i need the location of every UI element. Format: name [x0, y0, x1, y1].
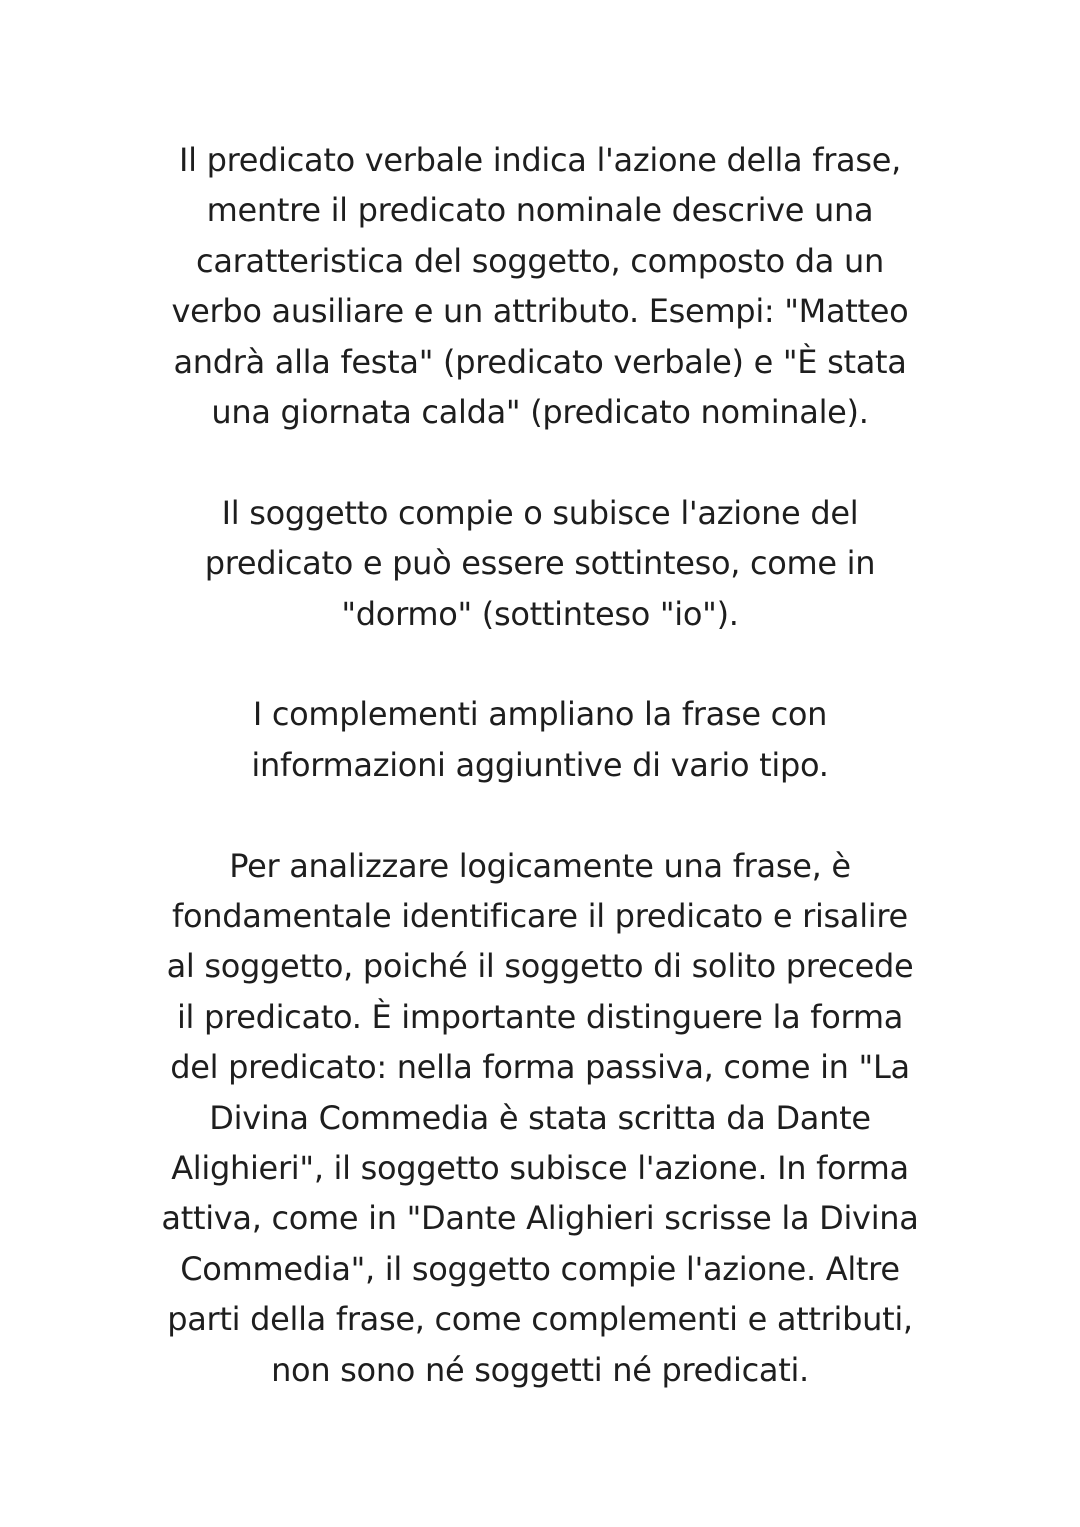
text-line: caratteristica del soggetto, composto da un	[196, 241, 884, 280]
document-page	[0, 135, 1080, 1446]
text-line: Il soggetto compie o subisce l'azione del	[221, 493, 859, 532]
text-line: andrà alla festa" (predicato verbale) e "È stata	[173, 342, 907, 381]
text-line: il predicato. È importante distinguere la forma	[176, 997, 904, 1036]
text-line: al soggetto, poiché il soggetto di solito precede	[166, 947, 914, 986]
paragraph	[0, 689, 1080, 790]
text-line: "dormo" (sottinteso "io").	[341, 594, 739, 633]
text-line: non sono né soggetti né predicati.	[271, 1350, 809, 1389]
text-line: informazioni aggiuntive di vario tipo.	[251, 745, 829, 784]
text-line: verbo ausiliare e un attributo. Esempi: "Matteo	[171, 292, 909, 331]
text-line: parti della frase, come complementi e attributi,	[167, 1300, 913, 1339]
text-line: Per analizzare logicamente una frase, è	[229, 846, 851, 885]
text-line: del predicato: nella forma passiva, come in "La	[170, 1048, 910, 1087]
text-line: attiva, come in "Dante Alighieri scrisse la Divina	[161, 1199, 919, 1238]
text-line: Divina Commedia è stata scritta da Dante	[209, 1098, 871, 1137]
text-line: I complementi ampliano la frase con	[252, 695, 828, 734]
text-line: mentre il predicato nominale descrive una	[206, 191, 874, 230]
text-line: una giornata calda" (predicato nominale).	[211, 393, 869, 432]
text-line: Il predicato verbale indica l'azione della frase,	[179, 141, 901, 179]
text-line: fondamentale identificare il predicato e risalire	[172, 897, 908, 936]
text-line: Alighieri", il soggetto subisce l'azione. In forma	[171, 1149, 909, 1188]
paragraph	[0, 841, 1080, 1395]
paragraph	[0, 135, 1080, 437]
text-line: Commedia", il soggetto compie l'azione. Altre	[180, 1249, 900, 1288]
text-line: predicato e può essere sottinteso, come in	[204, 544, 876, 583]
paragraph	[0, 488, 1080, 639]
